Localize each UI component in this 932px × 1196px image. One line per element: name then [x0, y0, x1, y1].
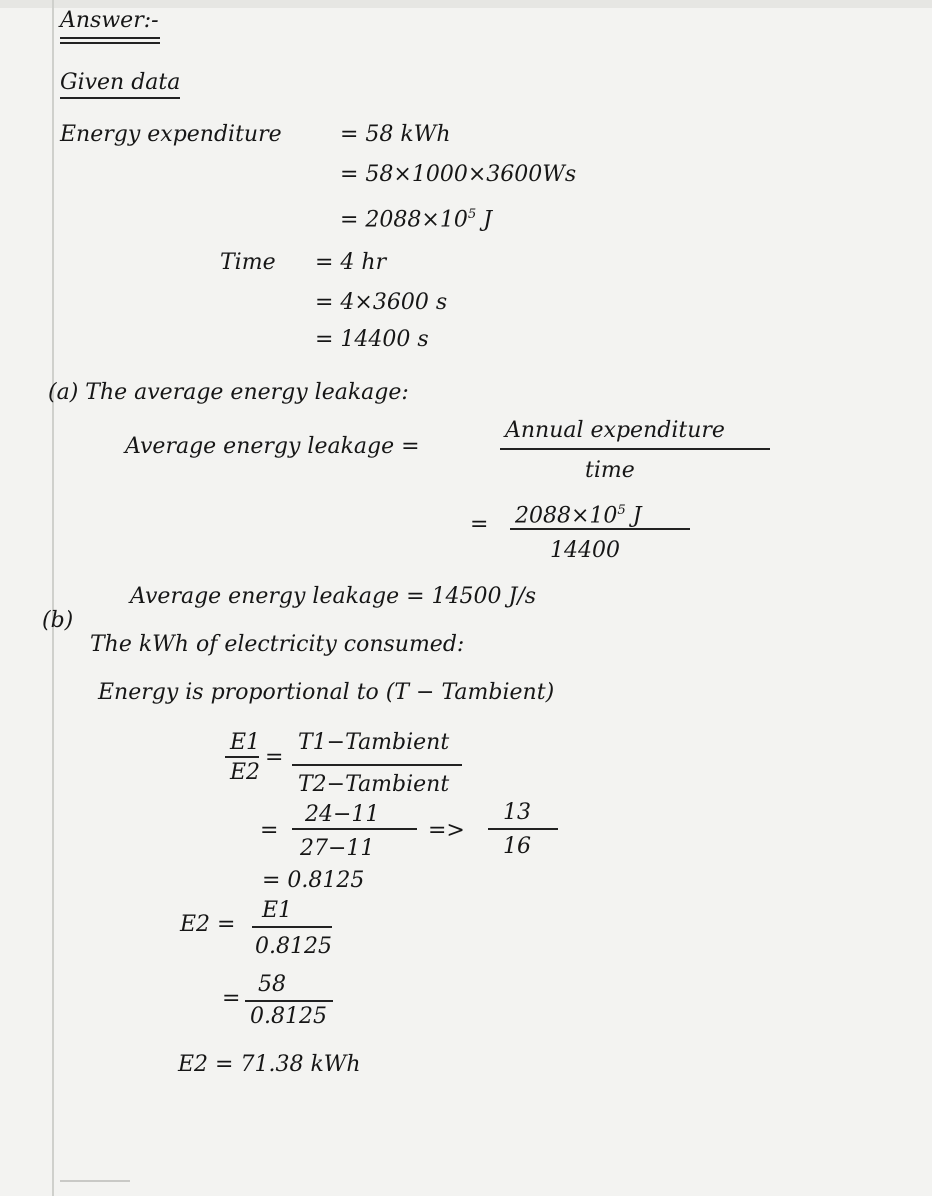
answer-label: Answer:-	[60, 8, 159, 33]
part-b-label: (b)	[42, 608, 74, 633]
e2-symbol: E2	[230, 760, 261, 785]
e2-fraction-bar	[252, 926, 332, 928]
fraction-bar	[500, 448, 770, 450]
t1-ambient: T1−Tambient	[298, 730, 450, 755]
e-ratio-bar	[225, 756, 259, 758]
energy-expenditure-label: Energy expenditure	[60, 122, 282, 147]
value-numerator: 58	[258, 972, 286, 997]
values-numerator: 24−11	[305, 802, 380, 827]
implies-arrow: =>	[428, 818, 465, 843]
energy-line-2: = 58×1000×3600Ws	[340, 162, 577, 187]
ratio-result: = 0.8125	[262, 868, 365, 893]
fraction2-bar	[510, 528, 690, 530]
answer-underline-2	[60, 42, 160, 44]
average-leakage-label: Average energy leakage =	[125, 434, 420, 459]
value-fraction-bar	[245, 1000, 333, 1002]
values-denominator: 27−11	[300, 836, 375, 861]
value-denominator: 0.8125	[250, 1004, 327, 1029]
values-bar	[292, 828, 417, 830]
part-a-heading: (a) The average energy leakage:	[48, 380, 409, 405]
part-b-heading: The kWh of electricity consumed:	[90, 632, 465, 657]
value-equals: =	[222, 986, 241, 1011]
fraction-numerator: Annual expenditure	[505, 418, 725, 443]
page-top-edge	[0, 0, 932, 8]
time-line-1: = 4 hr	[315, 250, 387, 275]
given-data-label: Given data	[60, 70, 181, 95]
energy-line-1: = 58 kWh	[340, 122, 451, 147]
given-data-underline	[60, 97, 180, 99]
values-equals: =	[260, 818, 279, 843]
time-label: Time	[220, 250, 276, 275]
proportional-statement: Energy is proportional to (T − Tambient)	[98, 680, 555, 705]
t-ratio-bar	[292, 764, 462, 766]
bottom-mark	[60, 1180, 130, 1182]
time-line-2: = 4×3600 s	[315, 290, 448, 315]
simplified-bar	[488, 828, 558, 830]
energy-line-3: = $2088\times 10^5$ J	[340, 207, 493, 233]
margin-line	[52, 0, 54, 1196]
e1-over: E1	[262, 898, 293, 923]
ratio-denominator: 0.8125	[255, 934, 332, 959]
fraction2-numerator: $2088\times 10^5$ J	[515, 503, 642, 529]
fraction-denominator: time	[585, 458, 635, 483]
simplified-denominator: 16	[503, 834, 531, 859]
simplified-numerator: 13	[503, 800, 531, 825]
fraction2-denominator: 14400	[550, 538, 620, 563]
final-answer: E2 = 71.38 kWh	[178, 1052, 361, 1077]
e2-equation-label: E2 =	[180, 912, 236, 937]
answer-underline	[60, 37, 160, 39]
average-leakage-result: Average energy leakage = 14500 J/s	[130, 584, 537, 609]
t2-ambient: T2−Tambient	[298, 772, 450, 797]
e1-symbol: E1	[230, 730, 261, 755]
time-line-3: = 14400 s	[315, 327, 429, 352]
equals-sign: =	[470, 512, 489, 537]
ratio-equals: =	[265, 745, 284, 770]
